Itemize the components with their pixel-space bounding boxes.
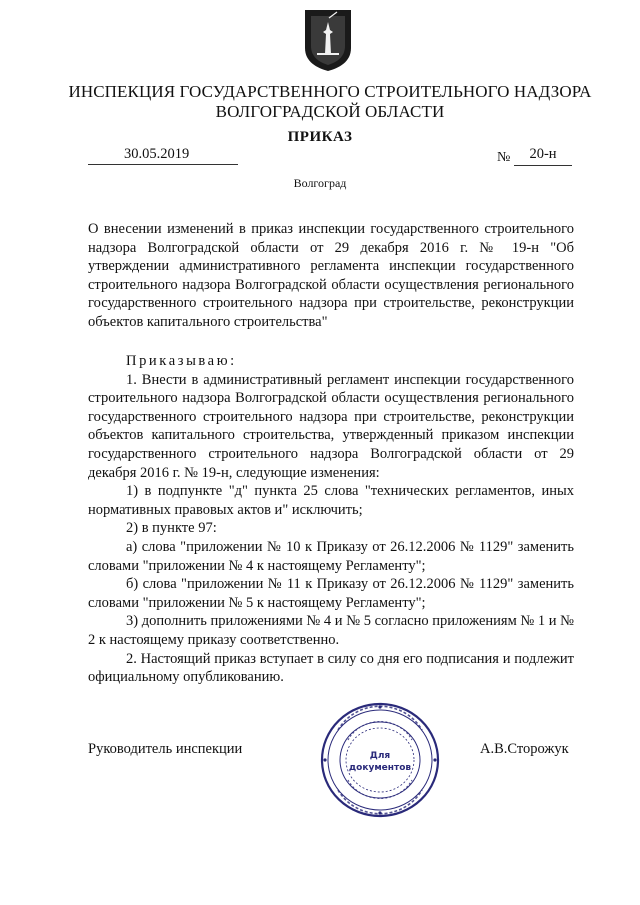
document-date: 30.05.2019: [88, 146, 238, 165]
number-label: №: [497, 150, 511, 165]
document-title: ПРИКАЗ: [287, 129, 353, 145]
paragraph-2: 2. Настоящий приказ вступает в силу со дня его подписания и подлежит официальному опубликованию.: [88, 650, 574, 686]
subitem-3: 3) дополнить приложениями № 4 и № 5 согласно приложениям № 1 и № 2 к настоящему приказу соответственно.: [88, 613, 574, 648]
volgograd-coat-of-arms-icon: [301, 8, 355, 72]
order-word: Приказываю:: [126, 353, 237, 369]
subitem-2b: б) слова "приложении № 11 к Приказу от 26.12.2006 № 1129" заменить словами "приложении № 5 к настоящему Регламенту";: [88, 576, 574, 611]
organization-name: [60, 82, 600, 122]
subitem-2: 2) в пункте 97:: [126, 520, 217, 537]
order-body: [88, 352, 574, 687]
stamp-text-2: документов: [348, 763, 412, 773]
org-line-2: ВОЛГОГРАДСКОЙ ОБЛАСТИ: [215, 102, 445, 121]
subitem-1: 1) в подпункте "д" пункта 25 слова "технических регламентов, иных нормативных правовых актов и" исключить;: [88, 483, 574, 518]
document-number: 20-н: [514, 146, 572, 166]
org-line-1: ИНСПЕКЦИЯ ГОСУДАРСТВЕННОГО СТРОИТЕЛЬНОГО НАДЗОРА: [68, 82, 592, 101]
stamp-text-1: Для: [369, 751, 391, 761]
subject-text: О внесении изменений в приказ инспекции государственного строительного надзора Волгоградской области от 29 декабря 2016 г. № 19-н "Об утверждении административного регламента инспекции государственного строительного надзора Волгоградской области осуществления регионального государственного строительного надзора при строительстве, реконструкции объектов капитального строительства": [88, 221, 574, 330]
city: Волгоград: [293, 176, 347, 190]
subitem-2a: а) слова "приложении № 10 к Приказу от 26.12.2006 № 1129" заменить словами "приложении № 4 к настоящему Регламенту";: [88, 538, 574, 574]
paragraph-1: 1. Внести в административный регламент инспекции государственного строительного надзора Волгоградской области осуществления регионального государственного строительного надзора при строительстве, реконструкции объектов капитального строительства, утвержденный приказом инспекции государственного строительного надзора Волгоградской области от 29 декабря 2016 г. № 19-н, следующие изменения:: [88, 371, 574, 481]
subject-paragraph: [88, 220, 574, 332]
signatory-name: А.В.Сторожук: [480, 741, 569, 757]
signatory-position: Руководитель инспекции: [88, 741, 243, 757]
official-seal-icon: [318, 700, 442, 820]
